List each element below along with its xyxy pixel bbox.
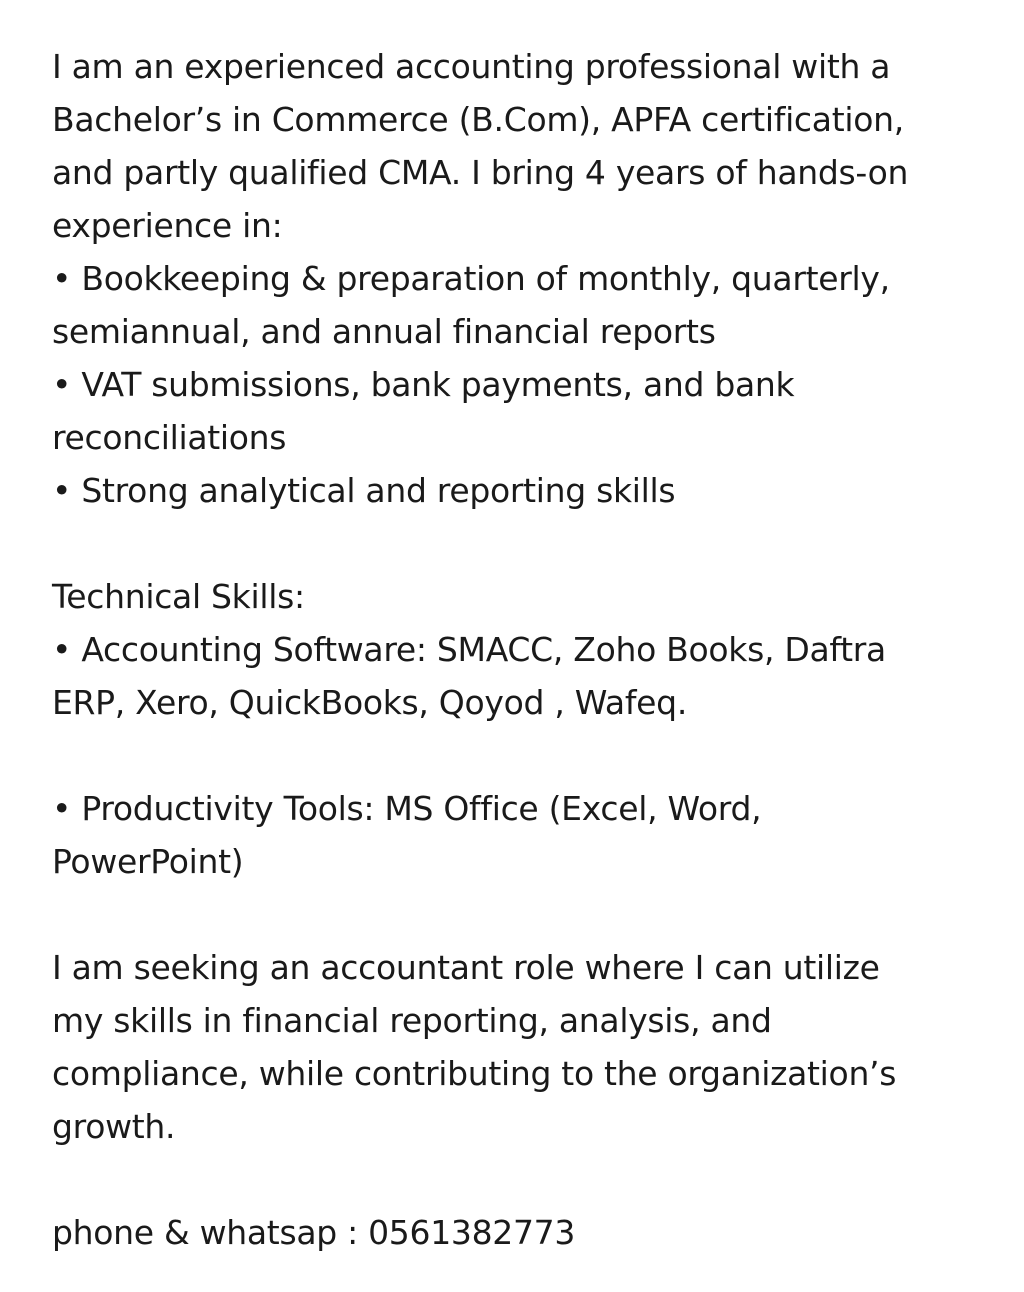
intro-paragraph xyxy=(52,40,982,252)
experience-item-bookkeeping: • Bookkeeping & preparation of monthly, quarterly, xyxy=(52,259,890,298)
spacer xyxy=(52,1153,982,1206)
experience-item-bookkeeping-cont: semiannual, and annual financial reports xyxy=(52,312,716,351)
spacer xyxy=(52,888,982,941)
intro-line: Bachelor’s in Commerce (B.Com), APFA certification, xyxy=(52,100,904,139)
intro-line: and partly qualified CMA. I bring 4 years of hands-on xyxy=(52,153,909,192)
experience-item-analytical: • Strong analytical and reporting skills xyxy=(52,471,676,510)
experience-list xyxy=(52,252,982,517)
skill-item-accounting-software-cont: ERP, Xero, QuickBooks, Qoyod , Wafeq. xyxy=(52,683,688,722)
spacer xyxy=(52,517,982,570)
objective-paragraph xyxy=(52,941,982,1153)
objective-line: growth. xyxy=(52,1107,176,1146)
section-heading: Technical Skills: xyxy=(52,577,305,616)
experience-item-vat: • VAT submissions, bank payments, and bank xyxy=(52,365,795,404)
experience-item-vat-cont: reconciliations xyxy=(52,418,287,457)
skill-item-accounting-software: • Accounting Software: SMACC, Zoho Books, Daftra xyxy=(52,630,886,669)
intro-line: experience in: xyxy=(52,206,283,245)
skill-item-productivity-tools: • Productivity Tools: MS Office (Excel, Word, xyxy=(52,789,762,828)
resume-text xyxy=(52,40,982,1259)
spacer xyxy=(52,729,982,782)
technical-skills-section xyxy=(52,570,982,888)
objective-line: compliance, while contributing to the organization’s xyxy=(52,1054,897,1093)
objective-line: my skills in financial reporting, analysis, and xyxy=(52,1001,772,1040)
intro-line: I am an experienced accounting professional with a xyxy=(52,47,891,86)
objective-line: I am seeking an accountant role where I can utilize xyxy=(52,948,880,987)
contact-line: phone & whatsap : 0561382773 xyxy=(52,1213,576,1252)
skill-item-productivity-tools-cont: PowerPoint) xyxy=(52,842,244,881)
